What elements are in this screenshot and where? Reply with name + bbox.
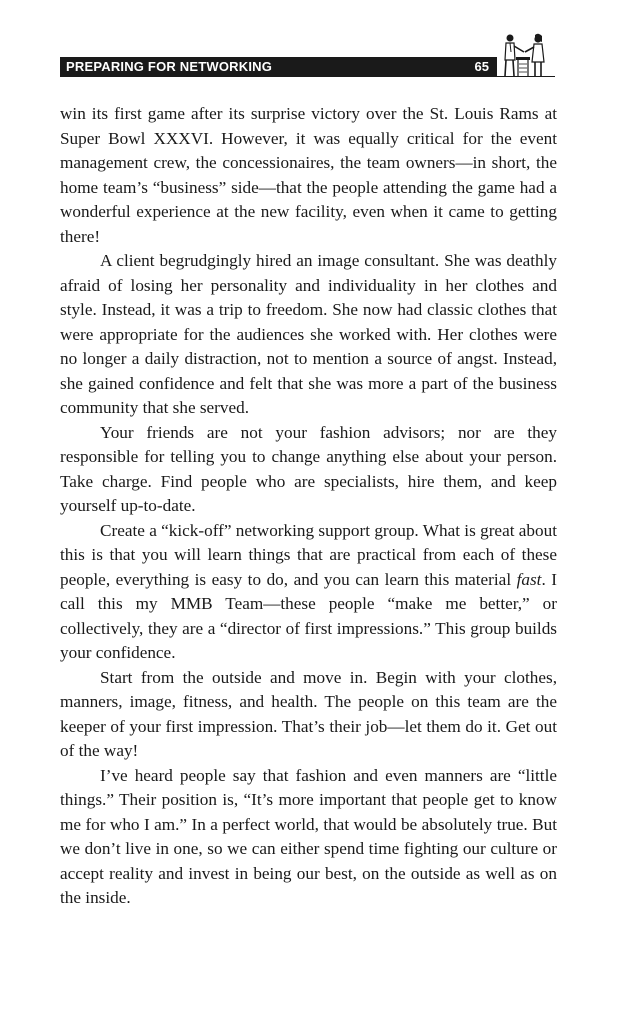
paragraph-2: A client begrudgingly hired an image consultant. She was deathly afraid of losing her personality and individuality in her clothes and style. Instead, it was a trip to freedom. She now had classic clothes that were appropriate for the audiences she worked with. Her clothes were no longer a daily distraction, not to mention a source of angst. Instead, she gained confidence and felt that she was more a part of the business community that she served.: [60, 251, 557, 417]
paragraph-3: Your friends are not your fashion advisors; nor are they responsible for telling you to change anything else about your person. Take charge. Find people who are specialists, hire them, and keep yourself up-to-date.: [60, 422, 557, 515]
paragraph-5: Start from the outside and move in. Begin with your clothes, manners, image, fitness, and health. The people on this team are the keeper of your first impression. That’s their job—let them do it. Get out of the way!: [60, 667, 557, 760]
paragraph-4: [60, 519, 557, 666]
page-number: 65: [474, 59, 489, 74]
paragraph-4-text-cont: . I call this my MMB Team—these people “make me better,” or collectively, they are a “director of first impressions.” This group builds your confidence.: [60, 569, 557, 662]
running-header: [60, 57, 497, 77]
paragraph-1: win its first game after its surprise victory over the St. Louis Rams at Super Bowl XXXVI. However, it was equally critical for the event management crew, the concessionaires, the team owners—in short, the home team’s “business” side—that the people attending the game had a wonderful experience at the new facility, even when it came to getting there!: [60, 104, 557, 246]
header-rule: [497, 76, 555, 77]
paragraph-4-text: Create a “kick-off” networking support group. What is great about this is that you will learn things that are practical from each of these people, everything is easy to do, and you can learn this material: [60, 520, 557, 589]
paragraph-6: I’ve heard people say that fashion and even manners are “little things.” Their position is, “It’s more important that people get to know me for who I am.” In a perfect world, that would be absolutely true. But we don’t live in one, so we can either spend time fighting our culture or accept reality and invest in being our best, on the outside as well as on the inside.: [60, 765, 557, 907]
emphasis-fast: fast: [516, 569, 542, 589]
body-text: [60, 102, 557, 911]
handshake-logo: [497, 30, 555, 80]
chapter-title: PREPARING FOR NETWORKING: [66, 59, 273, 74]
